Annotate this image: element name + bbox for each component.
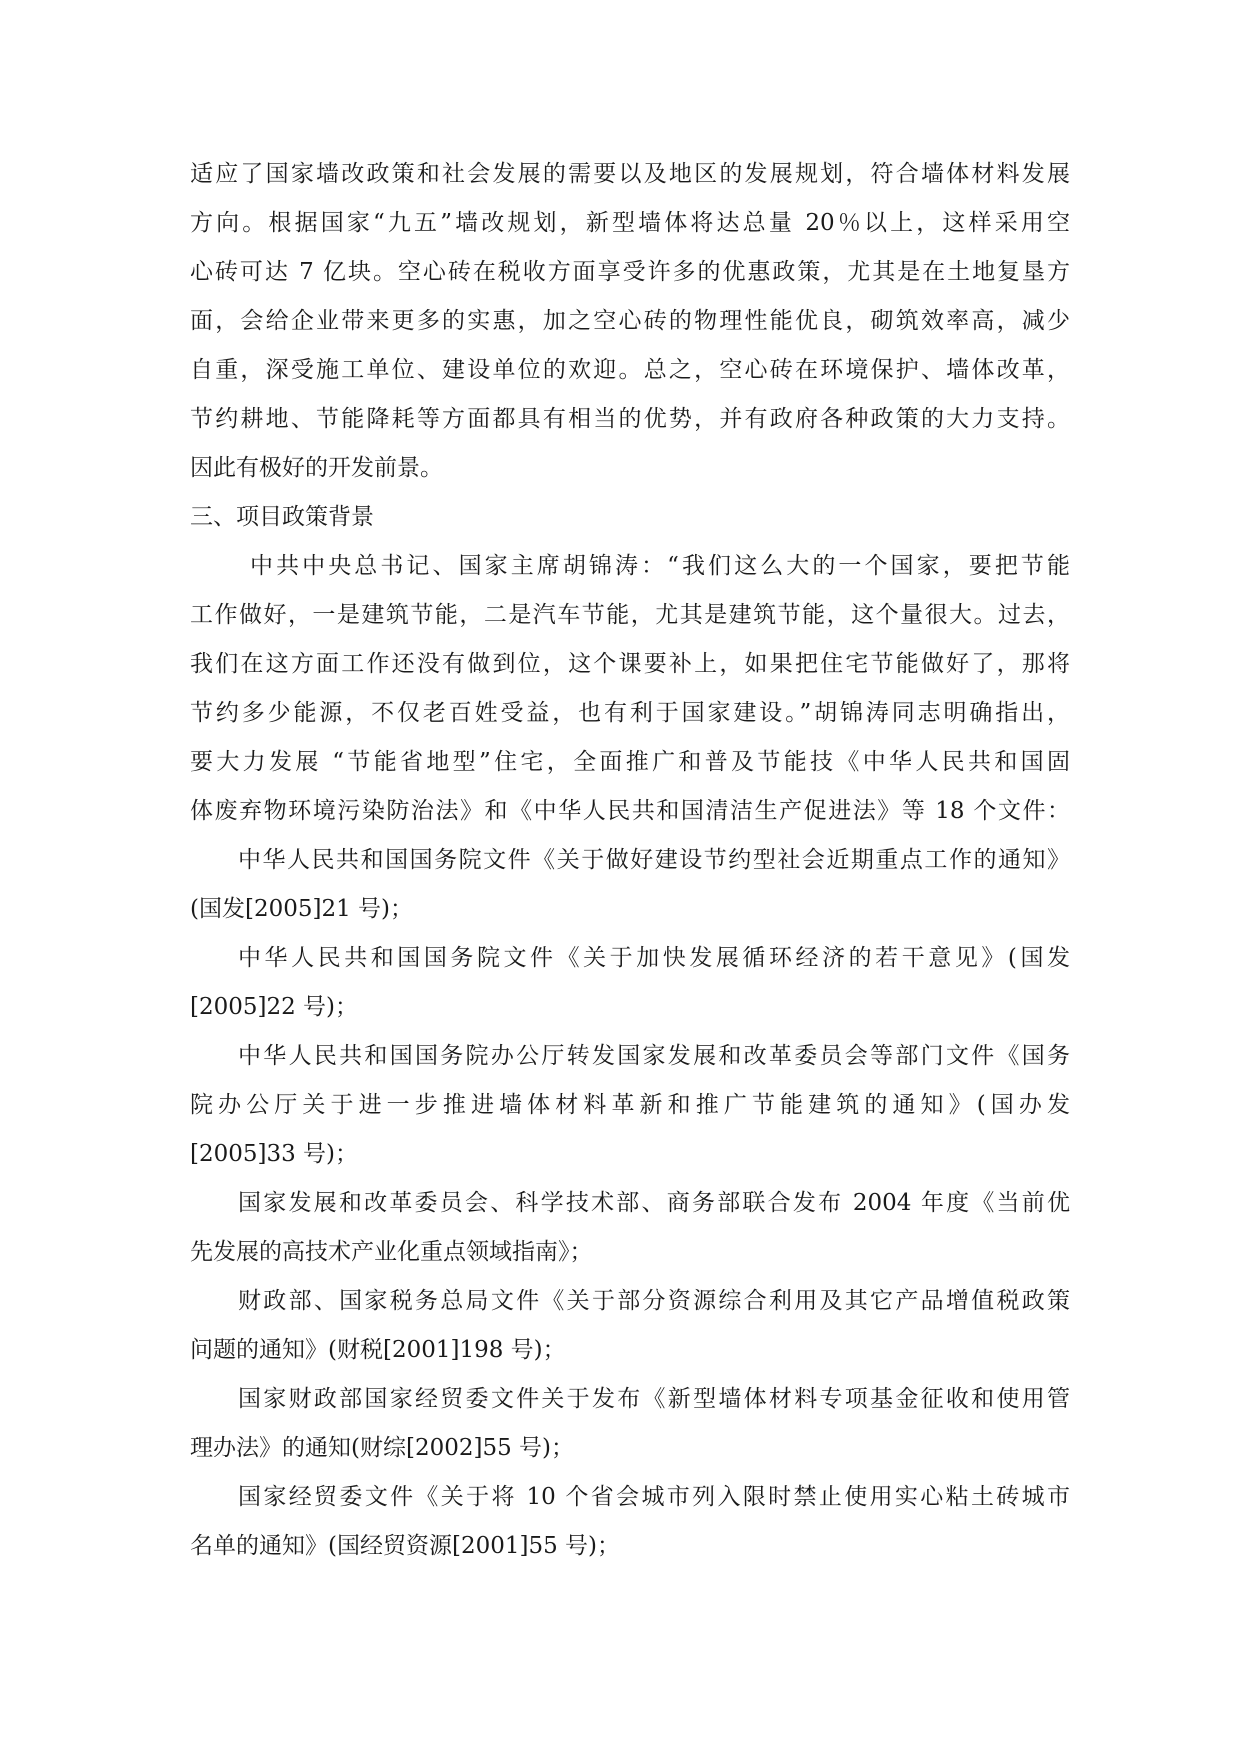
text-line: 面，会给企业带来更多的实惠，加之空心砖的物理性能优良，砌筑效率高，减少 bbox=[190, 308, 1070, 334]
text-line: 工作做好，一是建筑节能，二是汽车节能，尤其是建筑节能，这个量很大。过去， bbox=[190, 602, 1070, 628]
text-line: [2005]33 号)； bbox=[190, 1141, 359, 1167]
text-line: 要大力发展 “节能省地型”住宅，全面推广和普及节能技《中华人民共和国固 bbox=[190, 749, 1070, 775]
text-line: 国家发展和改革委员会、科学技术部、商务部联合发布 2004 年度《当前优 bbox=[238, 1190, 1070, 1216]
document-body bbox=[190, 150, 1070, 1571]
section-heading: 三、项目政策背景 bbox=[190, 504, 374, 530]
text-line: 名单的通知》(国经贸资源[2001]55 号)； bbox=[190, 1533, 621, 1559]
text-line: 自重，深受施工单位、建设单位的欢迎。总之，空心砖在环境保护、墙体改革， bbox=[190, 357, 1070, 383]
text-line: 心砖可达 7 亿块。空心砖在税收方面享受许多的优惠政策，尤其是在土地复垦方 bbox=[190, 259, 1070, 285]
text-line: 中华人民共和国国务院文件《关于加快发展循环经济的若干意见》(国发 bbox=[238, 945, 1070, 971]
text-line: 中华人民共和国国务院办公厅转发国家发展和改革委员会等部门文件《国务 bbox=[238, 1043, 1070, 1069]
text-line: 方向。根据国家“九五”墙改规划，新型墙体将达总量 20％以上，这样采用空 bbox=[190, 210, 1070, 236]
text-line: 问题的通知》(财税[2001]198 号)； bbox=[190, 1337, 566, 1363]
text-line: 因此有极好的开发前景。 bbox=[190, 455, 443, 481]
text-line: 节约耕地、节能降耗等方面都具有相当的优势，并有政府各种政策的大力支持。 bbox=[190, 406, 1070, 432]
text-line: 国家经贸委文件《关于将 10 个省会城市列入限时禁止使用实心粘土砖城市 bbox=[238, 1484, 1070, 1510]
text-line: 理办法》的通知(财综[2002]55 号)； bbox=[190, 1435, 575, 1461]
text-line: 我们在这方面工作还没有做到位，这个课要补上，如果把住宅节能做好了，那将 bbox=[190, 651, 1070, 677]
text-line: 院办公厅关于进一步推进墙体材料革新和推广节能建筑的通知》(国办发 bbox=[190, 1092, 1070, 1118]
text-line: 中华人民共和国国务院文件《关于做好建设节约型社会近期重点工作的通知》 bbox=[238, 847, 1070, 873]
text-line: 适应了国家墙改政策和社会发展的需要以及地区的发展规划，符合墙体材料发展 bbox=[190, 161, 1070, 187]
text-line: 先发展的高技术产业化重点领域指南》； bbox=[190, 1239, 593, 1265]
text-line: 国家财政部国家经贸委文件关于发布《新型墙体材料专项基金征收和使用管 bbox=[238, 1386, 1070, 1412]
text-line: (国发[2005]21 号)； bbox=[190, 896, 414, 922]
text-line: 节约多少能源，不仅老百姓受益，也有利于国家建设。”胡锦涛同志明确指出， bbox=[190, 700, 1070, 726]
text-line: 财政部、国家税务总局文件《关于部分资源综合利用及其它产品增值税政策 bbox=[238, 1288, 1070, 1314]
text-line: 中共中央总书记、国家主席胡锦涛：“我们这么大的一个国家，要把节能 bbox=[250, 553, 1070, 579]
text-line: [2005]22 号)； bbox=[190, 994, 359, 1020]
text-line: 体废弃物环境污染防治法》和《中华人民共和国清洁生产促进法》等 18 个文件： bbox=[190, 798, 1070, 824]
